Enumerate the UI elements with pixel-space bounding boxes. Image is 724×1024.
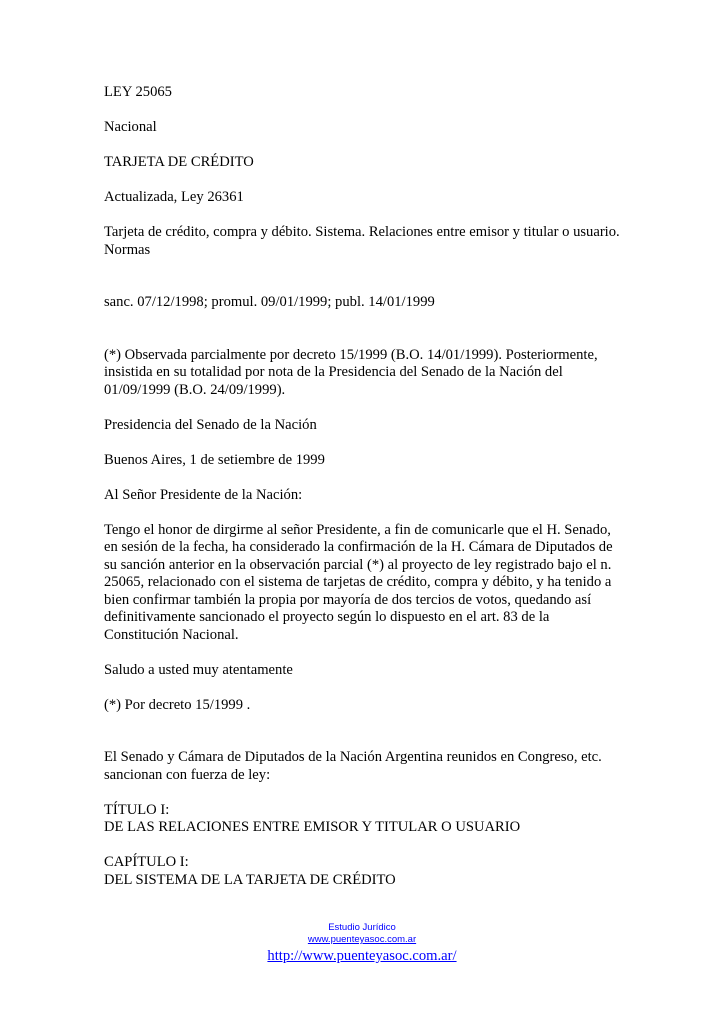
document-body xyxy=(104,84,624,889)
law-update: Actualizada, Ley 26361 xyxy=(104,189,244,205)
salutation: Al Señor Presidente de la Nación: xyxy=(104,486,303,503)
law-scope: Nacional xyxy=(104,119,157,135)
enacting-clause: El Senado y Cámara de Diputados de la Nación Argentina reunidos en Congreso, etc. sancionan con fuerza de ley: xyxy=(104,749,602,783)
closing: Saludo a usted muy atentamente xyxy=(104,661,293,678)
law-observation: (*) Observada parcialmente por decreto 15/1999 (B.O. 14/01/1999). Posteriormente, insistida en su totalidad por nota de la Presidencia del Senado de la Nación del 01/09/1999 (B.O. 24/09/1999). xyxy=(104,346,598,398)
place-date: Buenos Aires, 1 de setiembre de 1999 xyxy=(104,451,325,468)
footer-studio: Estudio Jurídico xyxy=(328,922,396,933)
law-dates: sanc. 07/12/1998; promul. 09/01/1999; publ. 14/01/1999 xyxy=(104,294,435,310)
letter-body: Tengo el honor de dirgirme al señor Presidente, a fin de comunicarle que el H. Senado, en sesión de la fecha, ha considerado la confirmación de la H. Cámara de Diputados de su sanción anterior en la observación parcial (*) al proyecto de ley registrado bajo el n. 25065, relacionado con el sistema de tarjetas de crédito, compra y débito, y ha tenido a bien confirmar también la propia por mayoría de dos tercios de votos, quedando así definitivamente sancionado el proyecto según lo dispuesto en el art. 83 de la Constitución Nacional. xyxy=(104,521,613,643)
chapter-heading: CAPÍTULO I: DEL SISTEMA DE LA TARJETA DE CRÉDITO xyxy=(104,854,396,888)
footer-site-link[interactable]: www.puenteyasoc.com.ar xyxy=(307,934,417,945)
law-title: TARJETA DE CRÉDITO xyxy=(104,154,254,170)
footnote: (*) Por decreto 15/1999 . xyxy=(104,696,251,713)
law-number: LEY 25065 xyxy=(104,84,172,100)
law-summary: Tarjeta de crédito, compra y débito. Sistema. Relaciones entre emisor y titular o usuario. Normas xyxy=(104,224,620,258)
footer-url-link[interactable]: http://www.puenteyasoc.com.ar/ xyxy=(267,948,457,964)
senate-presidency: Presidencia del Senado de la Nación xyxy=(104,416,317,433)
title-heading: TÍTULO I: DE LAS RELACIONES ENTRE EMISOR Y TITULAR O USUARIO xyxy=(104,801,521,835)
